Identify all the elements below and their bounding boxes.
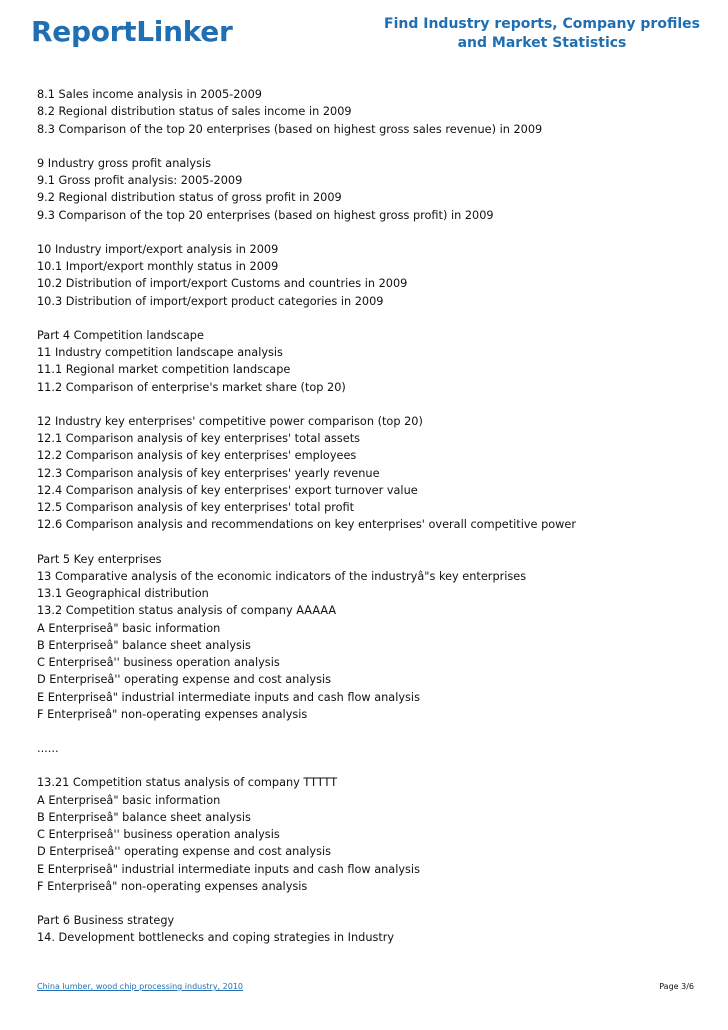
toc-line: D Enterpriseâ'' operating expense and cost analysis <box>37 673 331 687</box>
toc-line: 10 Industry import/export analysis in 2009 <box>37 242 279 256</box>
toc-group <box>37 86 707 138</box>
toc-line: Part 6 Business strategy <box>37 914 175 927</box>
toc-line: D Enterpriseâ'' operating expense and cost analysis <box>37 845 331 859</box>
toc-line: 10.3 Distribution of import/export product categories in 2009 <box>37 294 384 308</box>
toc-line: A Enterpriseâ" basic information <box>37 621 221 635</box>
toc-line: ...... <box>37 742 59 755</box>
toc-line: 12.6 Comparison analysis and recommendations on key enterprises' overall competitive power <box>37 518 576 532</box>
toc-line: 13.21 Competition status analysis of company TTTTT <box>37 776 338 790</box>
toc-group <box>37 413 707 534</box>
toc-line: 10.1 Import/export monthly status in 2009 <box>37 260 279 273</box>
toc-line: 9 Industry gross profit analysis <box>37 156 212 170</box>
toc-group <box>37 155 707 224</box>
page-number: Page 3/6 <box>659 982 694 991</box>
toc-line: E Enterpriseâ" industrial intermediate inputs and cash flow analysis <box>37 690 420 704</box>
toc-line: 8.2 Regional distribution status of sales income in 2009 <box>37 105 352 119</box>
toc-group <box>37 912 707 947</box>
toc-line: 12.5 Comparison analysis of key enterprises' total profit <box>37 501 355 514</box>
tagline-line-2: and Market Statistics <box>457 35 627 51</box>
table-of-contents <box>37 86 707 964</box>
page-footer <box>37 982 694 996</box>
toc-line: C Enterpriseâ'' business operation analysis <box>37 656 280 669</box>
toc-group <box>37 551 707 724</box>
toc-line: 12.1 Comparison analysis of key enterprises' total assets <box>37 432 361 445</box>
page-header <box>0 0 728 70</box>
report-title-link[interactable]: China lumber, wood chip processing industry, 2010 <box>37 982 243 991</box>
toc-line: 10.2 Distribution of import/export Customs and countries in 2009 <box>37 277 408 291</box>
toc-line: 12.4 Comparison analysis of key enterprises' export turnover value <box>37 483 418 497</box>
tagline-line-1: Find Industry reports, Company profiles <box>384 16 700 32</box>
toc-group <box>37 327 707 396</box>
toc-group <box>37 740 707 757</box>
reportlinker-logo[interactable]: ReportLinker <box>31 15 233 48</box>
toc-line: C Enterpriseâ'' business operation analysis <box>37 828 280 841</box>
toc-line: 12.3 Comparison analysis of key enterprises' yearly revenue <box>37 466 380 480</box>
toc-line: 13.2 Competition status analysis of company AAAAA <box>37 604 337 618</box>
toc-line: 9.1 Gross profit analysis: 2005-2009 <box>37 174 243 187</box>
toc-line: 8.1 Sales income analysis in 2005-2009 <box>37 88 262 101</box>
toc-line: 13 Comparative analysis of the economic indicators of the industryâ"s key enterprises <box>37 569 527 583</box>
toc-line: 8.3 Comparison of the top 20 enterprises (based on highest gross sales revenue) in 2009 <box>37 122 543 136</box>
toc-line: 11.1 Regional market competition landscape <box>37 363 291 377</box>
header-tagline <box>372 15 712 53</box>
toc-line: 9.2 Regional distribution status of gross profit in 2009 <box>37 191 342 205</box>
toc-line: F Enterpriseâ" non-operating expenses analysis <box>37 879 308 893</box>
toc-line: Part 5 Key enterprises <box>37 552 162 566</box>
toc-line: 14. Development bottlenecks and coping strategies in Industry <box>37 931 395 945</box>
toc-line: Part 4 Competition landscape <box>37 328 204 342</box>
toc-line: 11 Industry competition landscape analysis <box>37 346 283 359</box>
toc-group <box>37 241 707 310</box>
toc-line: A Enterpriseâ" basic information <box>37 793 221 807</box>
toc-line: E Enterpriseâ" industrial intermediate inputs and cash flow analysis <box>37 862 420 876</box>
toc-line: B Enterpriseâ" balance sheet analysis <box>37 638 251 652</box>
toc-group <box>37 774 707 895</box>
toc-line: 12 Industry key enterprises' competitive power comparison (top 20) <box>37 414 423 428</box>
toc-line: 9.3 Comparison of the top 20 enterprises (based on highest gross profit) in 2009 <box>37 208 494 222</box>
toc-line: 11.2 Comparison of enterprise's market share (top 20) <box>37 380 346 394</box>
toc-line: 13.1 Geographical distribution <box>37 587 209 600</box>
toc-line: F Enterpriseâ" non-operating expenses analysis <box>37 707 308 721</box>
toc-line: B Enterpriseâ" balance sheet analysis <box>37 810 251 824</box>
toc-line: 12.2 Comparison analysis of key enterprises' employees <box>37 449 357 463</box>
